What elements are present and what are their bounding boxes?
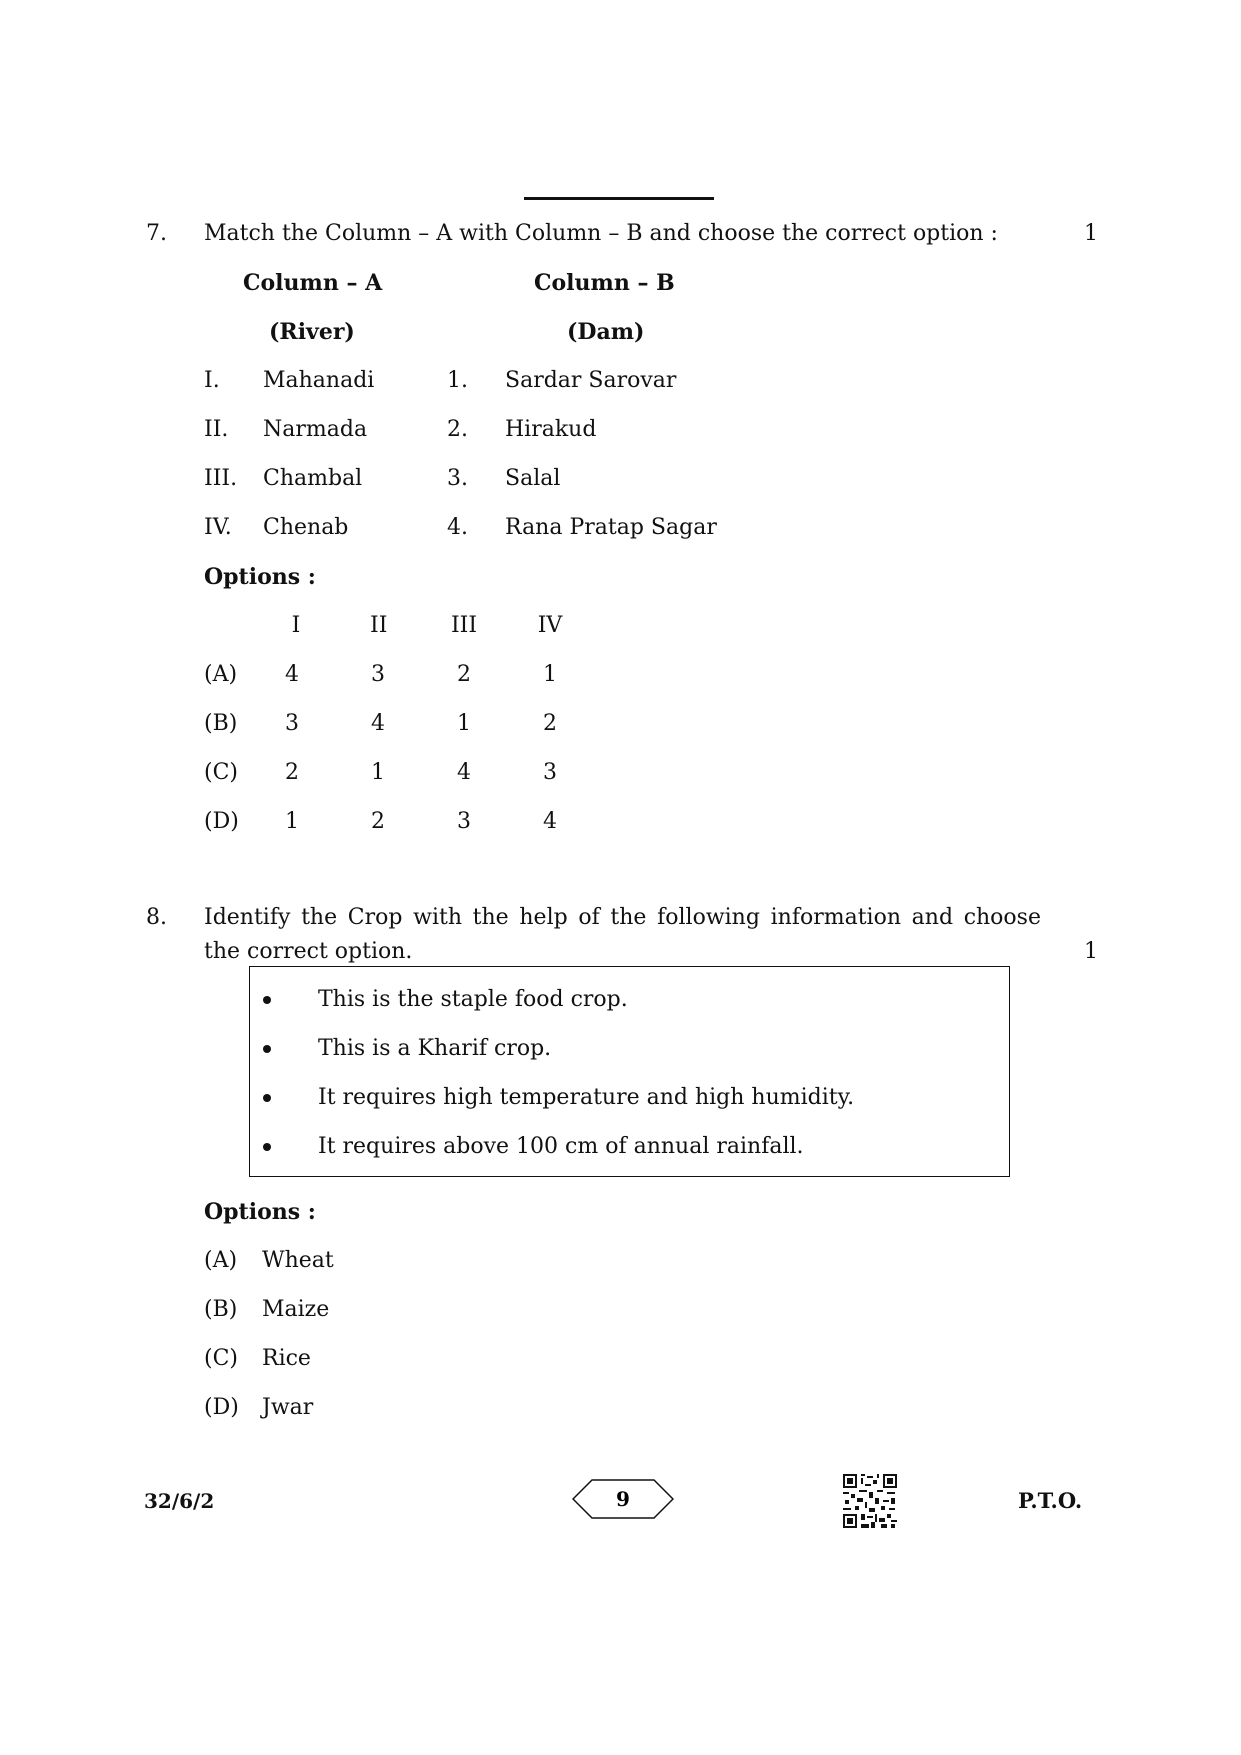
option-label: (D) <box>204 809 239 834</box>
options-header: III <box>450 613 478 638</box>
option-value: 3 <box>285 711 299 736</box>
option-value: 2 <box>371 809 385 834</box>
options-header: I <box>291 613 301 638</box>
option-value: 2 <box>285 760 299 785</box>
option-value: 1 <box>543 662 557 687</box>
column-a-subheader: (River) <box>269 319 355 345</box>
row-dam: Rana Pratap Sagar <box>505 515 717 540</box>
row-number: 4. <box>447 515 468 540</box>
q8-marks: 1 <box>1084 939 1098 964</box>
q8-text-line1: Identify the Crop with the help of the following information and choose <box>204 905 1041 930</box>
column-b-subheader: (Dam) <box>567 319 645 345</box>
option-label: (A) <box>204 662 238 687</box>
bullet-icon <box>263 1094 271 1102</box>
option-label: (C) <box>204 760 238 785</box>
option-text: Jwar <box>262 1395 314 1420</box>
bullet-icon <box>263 1045 271 1053</box>
row-river: Chenab <box>263 515 349 540</box>
paper-code: 32/6/2 <box>144 1489 215 1513</box>
q7-text: Match the Column – A with Column – B and choose the correct option : <box>204 221 998 246</box>
options-header: II <box>370 613 388 638</box>
option-text: Maize <box>262 1297 330 1322</box>
crop-info-item: This is a Kharif crop. <box>318 1036 552 1061</box>
row-river: Mahanadi <box>263 368 375 393</box>
page-number: 9 <box>616 1487 630 1511</box>
q8-options-label: Options : <box>204 1199 316 1225</box>
option-value: 2 <box>457 662 471 687</box>
option-text: Wheat <box>262 1248 334 1273</box>
q8-text-line2: the correct option. <box>204 939 413 964</box>
option-value: 4 <box>543 809 557 834</box>
option-value: 1 <box>457 711 471 736</box>
option-value: 4 <box>285 662 299 687</box>
please-turn-over: P.T.O. <box>1018 1488 1083 1513</box>
option-label: (B) <box>204 711 238 736</box>
qr-code-icon <box>843 1474 897 1528</box>
bullet-icon <box>263 996 271 1004</box>
crop-info-item: It requires above 100 cm of annual rainfall. <box>318 1134 804 1159</box>
row-dam: Sardar Sarovar <box>505 368 677 393</box>
option-text: Rice <box>262 1346 311 1371</box>
column-b-header: Column – B <box>534 270 675 296</box>
option-value: 3 <box>371 662 385 687</box>
option-value: 4 <box>371 711 385 736</box>
option-value: 4 <box>457 760 471 785</box>
row-river: Chambal <box>263 466 363 491</box>
crop-info-item: This is the staple food crop. <box>318 987 628 1012</box>
option-value: 3 <box>543 760 557 785</box>
row-roman: III. <box>204 466 238 491</box>
row-number: 1. <box>447 368 468 393</box>
q8-number: 8. <box>146 905 167 930</box>
row-roman: I. <box>204 368 220 393</box>
bullet-icon <box>263 1143 271 1151</box>
row-number: 3. <box>447 466 468 491</box>
options-header: IV <box>537 613 563 638</box>
row-dam: Hirakud <box>505 417 597 442</box>
row-river: Narmada <box>263 417 368 442</box>
option-value: 3 <box>457 809 471 834</box>
crop-info-item: It requires high temperature and high humidity. <box>318 1085 855 1110</box>
option-label: (D) <box>204 1395 239 1420</box>
option-label: (C) <box>204 1346 238 1371</box>
option-label: (A) <box>204 1248 238 1273</box>
option-value: 2 <box>543 711 557 736</box>
row-dam: Salal <box>505 466 561 491</box>
option-label: (B) <box>204 1297 238 1322</box>
q7-marks: 1 <box>1084 221 1098 246</box>
header-rule <box>524 197 714 200</box>
row-number: 2. <box>447 417 468 442</box>
row-roman: IV. <box>204 515 232 540</box>
column-a-header: Column – A <box>243 270 383 296</box>
q7-options-label: Options : <box>204 564 316 590</box>
page-number-badge <box>572 1479 674 1519</box>
q7-number: 7. <box>146 221 167 246</box>
option-value: 1 <box>371 760 385 785</box>
option-value: 1 <box>285 809 299 834</box>
row-roman: II. <box>204 417 229 442</box>
